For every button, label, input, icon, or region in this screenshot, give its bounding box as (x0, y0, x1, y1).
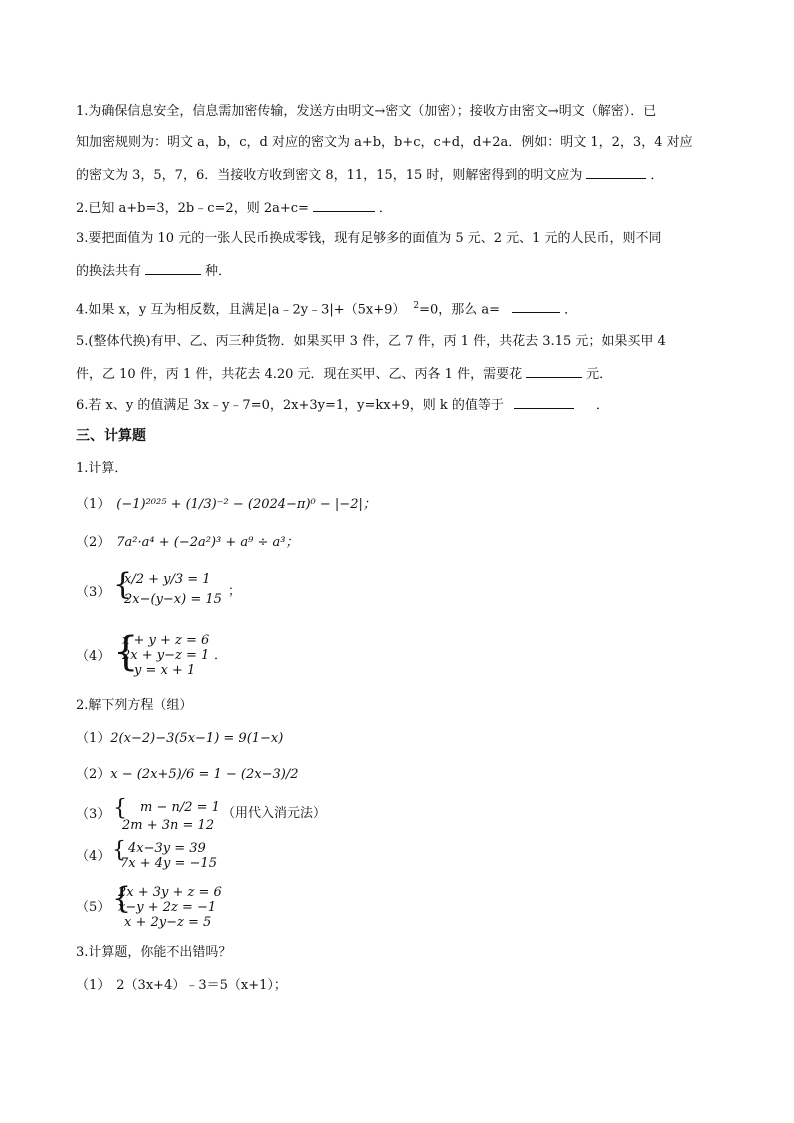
p2-item3-label: （3） (76, 807, 111, 822)
p1-item3-label: （3） (76, 585, 111, 600)
p2-item5-label: （5） (76, 900, 111, 915)
p2-item5-eq1: 2x + 3y + z = 6 (118, 885, 222, 900)
p1-item4-eq3: y = x + 1 (134, 663, 196, 678)
p1-item2 (76, 534, 299, 552)
p2-item1 (76, 730, 283, 748)
q5-answer-blank[interactable] (526, 364, 582, 378)
brace-icon: { (113, 629, 139, 675)
p1-item2-expr: 7a²·a⁴ + (−2a²)³ + a⁹ ÷ a³； (116, 535, 299, 550)
q5-end: 元． (586, 367, 613, 382)
q3-line2 (76, 261, 231, 281)
p2-item5-eq2: x−y + 2z = −1 (118, 900, 217, 915)
p1-item3-eq2: 2x−(y−x) = 15 (124, 592, 222, 607)
q1-line2: 知加密规则为：明文 a，b，c，d 对应的密文为 a+b，b+c，c+d，d+2a．例如：明文 1，2，3，4 对应 (76, 135, 693, 150)
q2-text: 2.已知 a+b=3，2b﹣c=2，则 2a+c= (76, 201, 309, 216)
p2-item1-expr: 2(x−2)−3(5x−1) = 9(1−x) (110, 731, 284, 746)
q1-end: ． (650, 168, 664, 183)
p1-item4-end: ． (214, 648, 228, 663)
q4-exponent: 2 (413, 301, 420, 311)
p2-title: 2.解下列方程（组） (76, 698, 193, 713)
q5-line2-text: 件，乙 10 件，丙 1 件，共花去 4.20 元．现在买甲、乙、丙各 1 件，需要花 (76, 367, 523, 382)
q3-line2-text: 的换法共有 (76, 264, 142, 279)
q1-line3 (76, 165, 663, 185)
q5-line1: 5.(整体代换)有甲、乙、丙三种货物．如果买甲 3 件，乙 7 件，丙 1 件，共花去 3.15 元；如果买甲 4 (76, 334, 666, 349)
p2-item4-eq1: 4x−3y = 39 (128, 841, 206, 856)
p1-item4-eq2: 2x + y−z = 1 (122, 648, 210, 663)
p3-item1-label: （1） (76, 978, 111, 993)
brace-icon: { (112, 881, 132, 916)
p2-item4-label: （4） (76, 849, 111, 864)
p1-item3-eq1: x/2 + y/3 = 1 (124, 572, 211, 587)
p1-item4-eq1: x + y + z = 6 (122, 633, 210, 648)
q3-end: 种． (205, 264, 232, 279)
p1-item4-label: （4） (76, 649, 111, 664)
q1-line1: 1.为确保信息安全，信息需加密传输，发送方由明文→密文（加密）；接收方由密文→明文（解密）．已 (76, 104, 657, 119)
q2-line (76, 198, 392, 218)
q2-end: ． (378, 201, 392, 216)
p1-item3-end: ； (228, 584, 242, 599)
q6-end: ． (595, 398, 609, 413)
p3-title: 3.计算题，你能不出错吗？ (76, 945, 232, 960)
p1-item2-label: （2） (76, 535, 111, 550)
p3-item1-expr: 2（3x+4）﹣3＝5（x+1）； (116, 978, 287, 993)
p2-item2-label: （2） (76, 767, 111, 782)
q5-line2 (76, 364, 612, 384)
q4-line (76, 297, 577, 319)
q6-text: 6.若 x、y 的值满足 3x﹣y﹣7=0，2x+3y=1，y=kx+9，则 k 的值等于 (76, 398, 504, 413)
q6-answer-blank[interactable] (514, 395, 574, 409)
p2-item2 (76, 766, 298, 784)
q4-text: 4.如果 x，y 互为相反数，且满足|a﹣2y﹣3|+（5x+9） (76, 302, 406, 318)
q3-line1: 3.要把面值为 10 元的一张人民币换成零钱，现有足够多的面值为 5 元、2 元、1 元的人民币，则不同 (76, 231, 662, 246)
p2-item4-eq2: 7x + 4y = −15 (120, 856, 217, 871)
p1-item1 (76, 496, 376, 514)
q1-answer-blank[interactable] (586, 165, 646, 179)
p2-item3-eq1: m − n/2 = 1 (140, 800, 220, 815)
q4-end: ． (564, 302, 578, 318)
p2-item2-expr: x − (2x+5)/6 = 1 − (2x−3)/2 (110, 767, 299, 782)
section-heading: 三、计算题 (76, 428, 146, 444)
p1-item1-label: （1） (76, 497, 111, 512)
q4-mid: =0，那么 a= (419, 302, 501, 318)
brace-icon: { (113, 567, 133, 602)
brace-icon: { (112, 838, 126, 863)
q3-answer-blank[interactable] (145, 261, 201, 275)
p3-item1 (76, 977, 287, 995)
p2-item3-eq2: 2m + 3n = 12 (122, 818, 215, 833)
q2-answer-blank[interactable] (313, 198, 375, 212)
p1-title: 1.计算． (76, 461, 128, 476)
brace-icon: { (113, 796, 127, 821)
q4-answer-blank[interactable] (512, 299, 560, 313)
p1-item1-expr: (−1)²⁰²⁵ + (1/3)⁻² − (2024−π)⁰ − |−2|； (116, 497, 376, 512)
p2-item1-label: （1） (76, 731, 111, 746)
q6-line (76, 395, 609, 415)
p2-item3-note: （用代入消元法） (222, 806, 327, 821)
p2-item5-eq3: x + 2y−z = 5 (124, 915, 212, 930)
q1-line3-text: 的密文为 3，5，7，6．当接收方收到密文 8，11，15，15 时，则解密得到的明文应为 (76, 168, 583, 183)
